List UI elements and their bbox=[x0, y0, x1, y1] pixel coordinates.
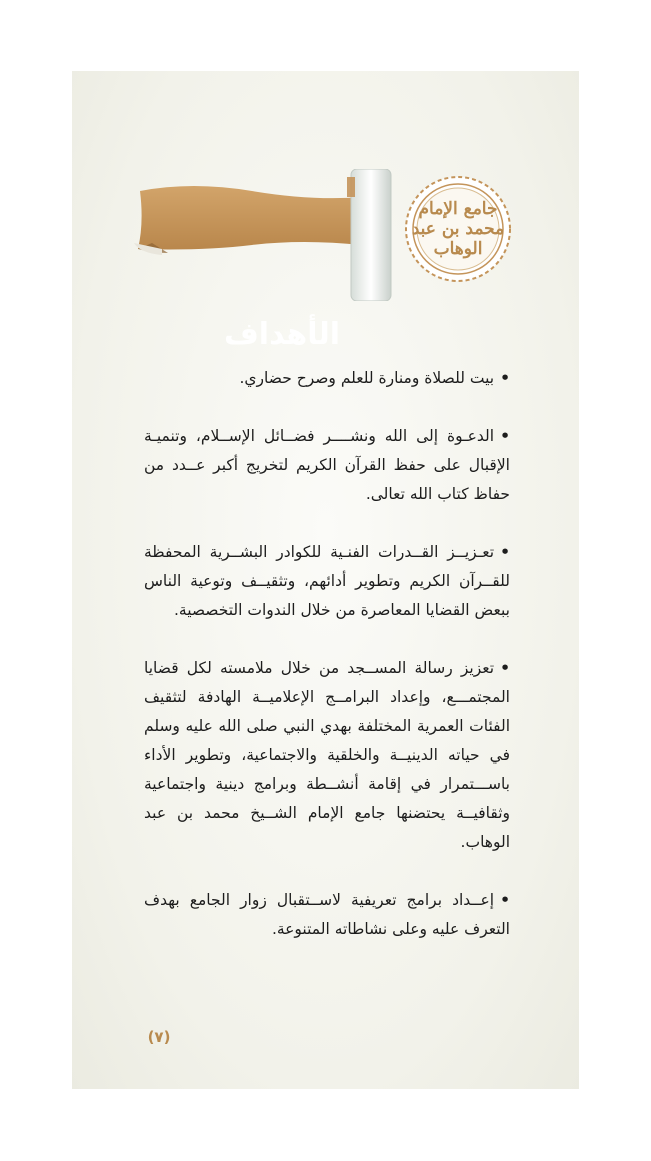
ribbon-clip bbox=[347, 169, 395, 301]
goal-item-1 bbox=[144, 364, 510, 393]
page-title: الأهداف bbox=[223, 317, 341, 352]
seal-calligraphy: جامع الإمام محمد بن عبد الوهاب bbox=[411, 199, 505, 259]
goal-item-4 bbox=[144, 654, 510, 857]
bullet-icon: • bbox=[500, 369, 510, 387]
bullet-icon: • bbox=[500, 427, 510, 445]
document-page bbox=[72, 71, 579, 1089]
page-number: (٧) bbox=[147, 1028, 171, 1046]
goals-list bbox=[144, 364, 510, 973]
ribbon-shape bbox=[132, 183, 362, 255]
goal-text: الدعـوة إلى الله ونشــــر فضــائل الإســلام، وتنميـة الإقبال على حفظ القرآن الكريم لتخريج أكبر عــدد من حفاظ كتاب الله تعالى. bbox=[144, 427, 510, 503]
goal-text: بيت للصلاة ومنارة للعلم وصرح حضاري. bbox=[239, 369, 495, 387]
goal-text: تعزيز رسالة المســجد من خلال ملامسته لكل قضايا المجتمـــع، وإعداد البرامــج الإعلاميــة الهادفة لتثقيف الفئات العمرية المختلفة بهدي النبي صلى الله عليه وسلم في حياته الدينيــة والخلقية والاجتماعية، وتطوير الأداء باســـتمرار في إقامة أنشــطة وبرامج دينية واجتماعية وثقافيــة يحتضنها جامع الإمام الشــيخ محمد بن عبد الوهاب. bbox=[144, 659, 510, 851]
goal-text: تعـزيــز القــدرات الفنـية للكوادر البشــرية المحفظة للقــرآن الكريم وتطوير أدائهم، وتثقيــف وتوعية الناس ببعض القضايا المعاصرة من خلال الندوات التخصصية. bbox=[144, 543, 510, 619]
goal-text: إعــداد برامج تعريفية لاســتقبال زوار الجامع بهدف التعرف عليه وعلى نشاطاته المتنوعة. bbox=[144, 891, 510, 938]
goal-item-2 bbox=[144, 422, 510, 509]
bullet-icon: • bbox=[500, 543, 510, 561]
goal-item-3 bbox=[144, 538, 510, 625]
bullet-icon: • bbox=[500, 891, 510, 909]
mosque-seal-logo bbox=[404, 175, 512, 283]
title-ribbon bbox=[132, 183, 362, 352]
bullet-icon: • bbox=[500, 659, 510, 677]
goal-item-5 bbox=[144, 886, 510, 944]
